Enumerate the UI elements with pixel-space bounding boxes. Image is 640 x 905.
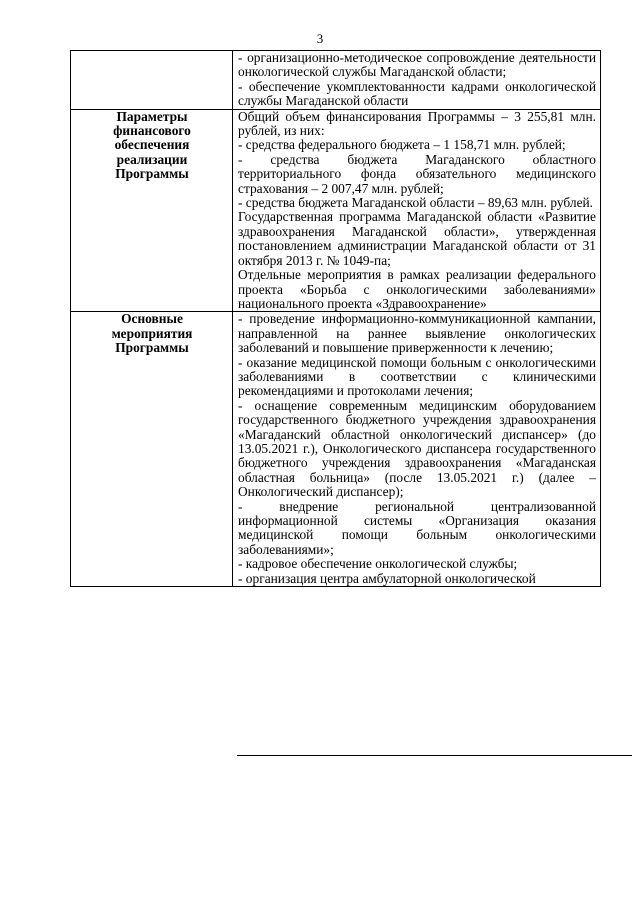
paragraph: - средства бюджета Магаданской области – 89,63 млн. рублей. — [238, 195, 594, 211]
paragraph: - средства бюджета Магаданского областного территориального фонда обязательного медицинского страхования – 2 007,47 млн. рублей; — [238, 151, 596, 196]
row-label-line: Параметры — [116, 108, 188, 124]
paragraph: - оснащение современным медицинским оборудованием государственного бюджетного учреждения здравоохранения «Магаданский областной онкологический диспансер» (до 13.05.2021 г.), Онкологического диспансера государственного бюджетного учреждения здравоохранения «Магаданская областная больница» (после 13.05.2021 г.) (далее – Онкологический диспансер); — [238, 397, 596, 500]
row-label-line: Программы — [115, 166, 189, 182]
row-label-empty — [71, 51, 233, 110]
footer-rule — [237, 755, 632, 756]
row-label-line: реализации — [116, 151, 188, 167]
row-label-line: мероприятия — [111, 325, 193, 341]
paragraph: Отдельные мероприятия в рамках реализации федерального проекта «Борьба с онкологическими заболеваниями» национального проекта «Здравоохранение» — [238, 267, 596, 311]
paragraph: - обеспечение укомплектованности кадрами онкологической службы Магаданской области — [238, 78, 596, 109]
row-content-financing — [233, 109, 601, 312]
paragraph: - кадровое обеспечение онкологической службы; — [238, 556, 518, 572]
row-label-line: обеспечения — [114, 137, 190, 153]
row-label-main-activities — [71, 312, 233, 587]
paragraph: Общий объем финансирования Программы – 3 255,81 млн. рублей, из них: — [238, 108, 596, 139]
row-label-line: Основные — [121, 311, 183, 327]
paragraph: - оказание медицинской помощи больным с онкологическими заболеваниями в соответствии с клиническими рекомендациями и протоколами лечения; — [238, 354, 596, 399]
paragraph: - внедрение региональной централизованной информационной системы «Организация оказания медицинской помощи больным онкологическими заболеваниями»; — [238, 498, 596, 557]
row-label-line: финансового — [113, 123, 191, 139]
table-row-main-activities — [71, 312, 601, 587]
row-content-main-activities — [233, 312, 601, 587]
row-label-financing — [71, 109, 233, 312]
row-content-activities-continued — [233, 51, 601, 110]
paragraph: Государственная программа Магаданской области «Развитие здравоохранения Магаданской области», утвержденная постановлением администрации Магаданской области от 31 октября 2013 г. № 1049-па; — [238, 209, 596, 268]
paragraph: - проведение информационно-коммуникационной кампании, направленной на раннее выявление онкологических заболеваний и повышение приверженности к лечению; — [238, 311, 596, 356]
row-label-line: Программы — [115, 340, 189, 356]
table-row-activities-continued — [71, 51, 601, 110]
program-passport-table — [70, 50, 601, 587]
table-row-financing — [71, 109, 601, 312]
page-number: 3 — [316, 31, 324, 46]
paragraph: - организационно-методическое сопровождение деятельности онкологической службы Магаданской области; — [238, 50, 596, 80]
paragraph: - организация центра амбулаторной онкологической — [238, 570, 536, 586]
paragraph: - средства федерального бюджета – 1 158,71 млн. рублей; — [238, 137, 566, 153]
